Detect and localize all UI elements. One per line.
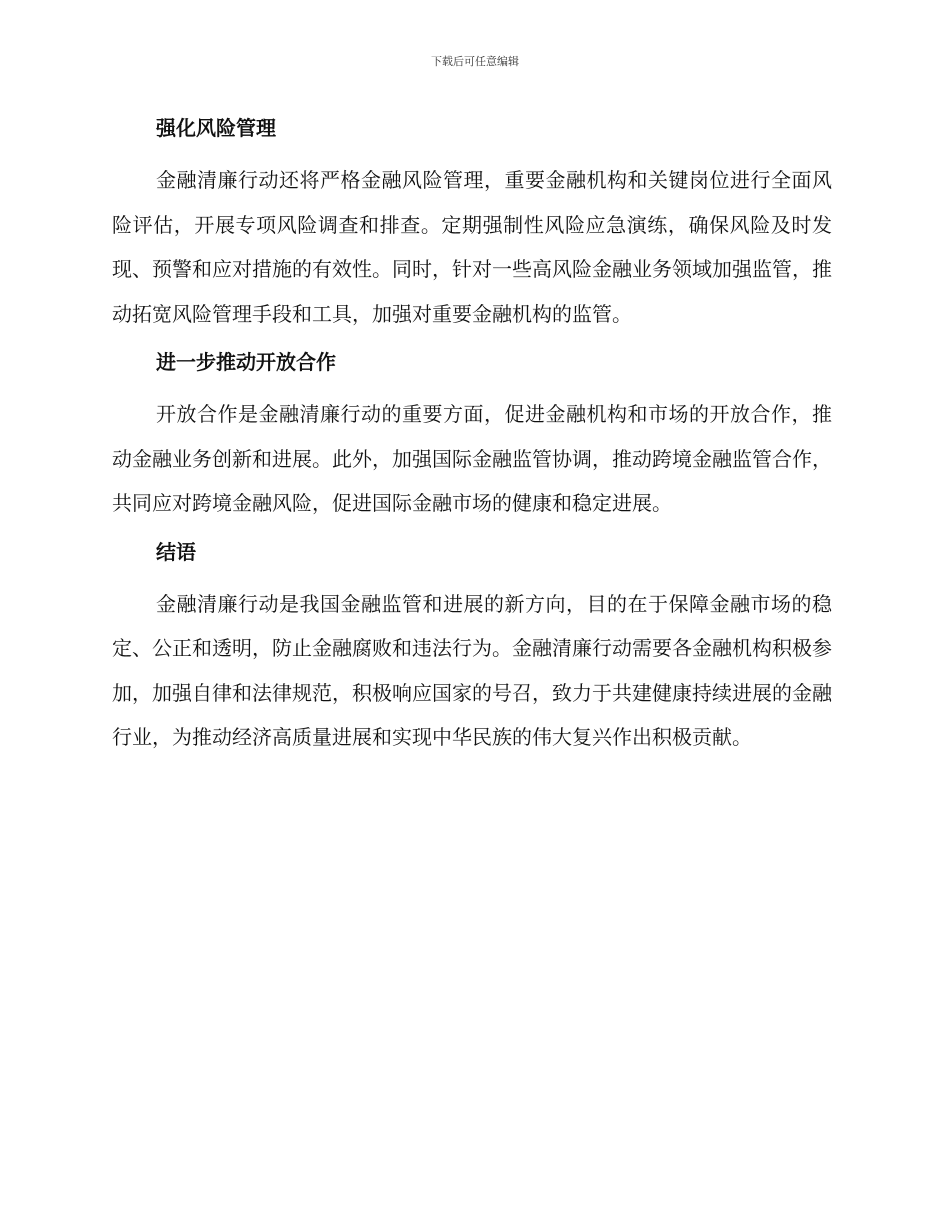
- section-heading-risk-management: 强化风险管理: [156, 116, 276, 140]
- document-body: [112, 110, 832, 768]
- paragraph-risk-management: 金融清廉行动还将严格金融风险管理，重要金融机构和关键岗位进行全面风险评估，开展专项风险调查和排查。定期强制性风险应急演练，确保风险及时发现、预警和应对措施的有效性。同时，针对一些高风险金融业务领域加强监管，推动拓宽风险管理手段和工具，加强对重要金融机构的监管。: [112, 168, 832, 326]
- paragraph-conclusion: 金融清廉行动是我国金融监管和进展的新方向，目的在于保障金融市场的稳定、公正和透明，防止金融腐败和违法行为。金融清廉行动需要各金融机构积极参加，加强自律和法律规范，积极响应国家的号召，致力于共建健康持续进展的金融行业，为推动经济高质量进展和实现中华民族的伟大复兴作出积极贡献。: [112, 591, 832, 749]
- paragraph-open-cooperation: 开放合作是金融清廉行动的重要方面，促进金融机构和市场的开放合作，推动金融业务创新和进展。此外，加强国际金融监管协调，推动跨境金融监管合作，共同应对跨境金融风险，促进国际金融市场的健康和稳定进展。: [112, 402, 832, 515]
- section-heading-open-cooperation: 进一步推动开放合作: [156, 350, 336, 374]
- section-heading-conclusion: 结语: [156, 539, 196, 564]
- page-header: 下载后可任意编辑: [431, 55, 519, 68]
